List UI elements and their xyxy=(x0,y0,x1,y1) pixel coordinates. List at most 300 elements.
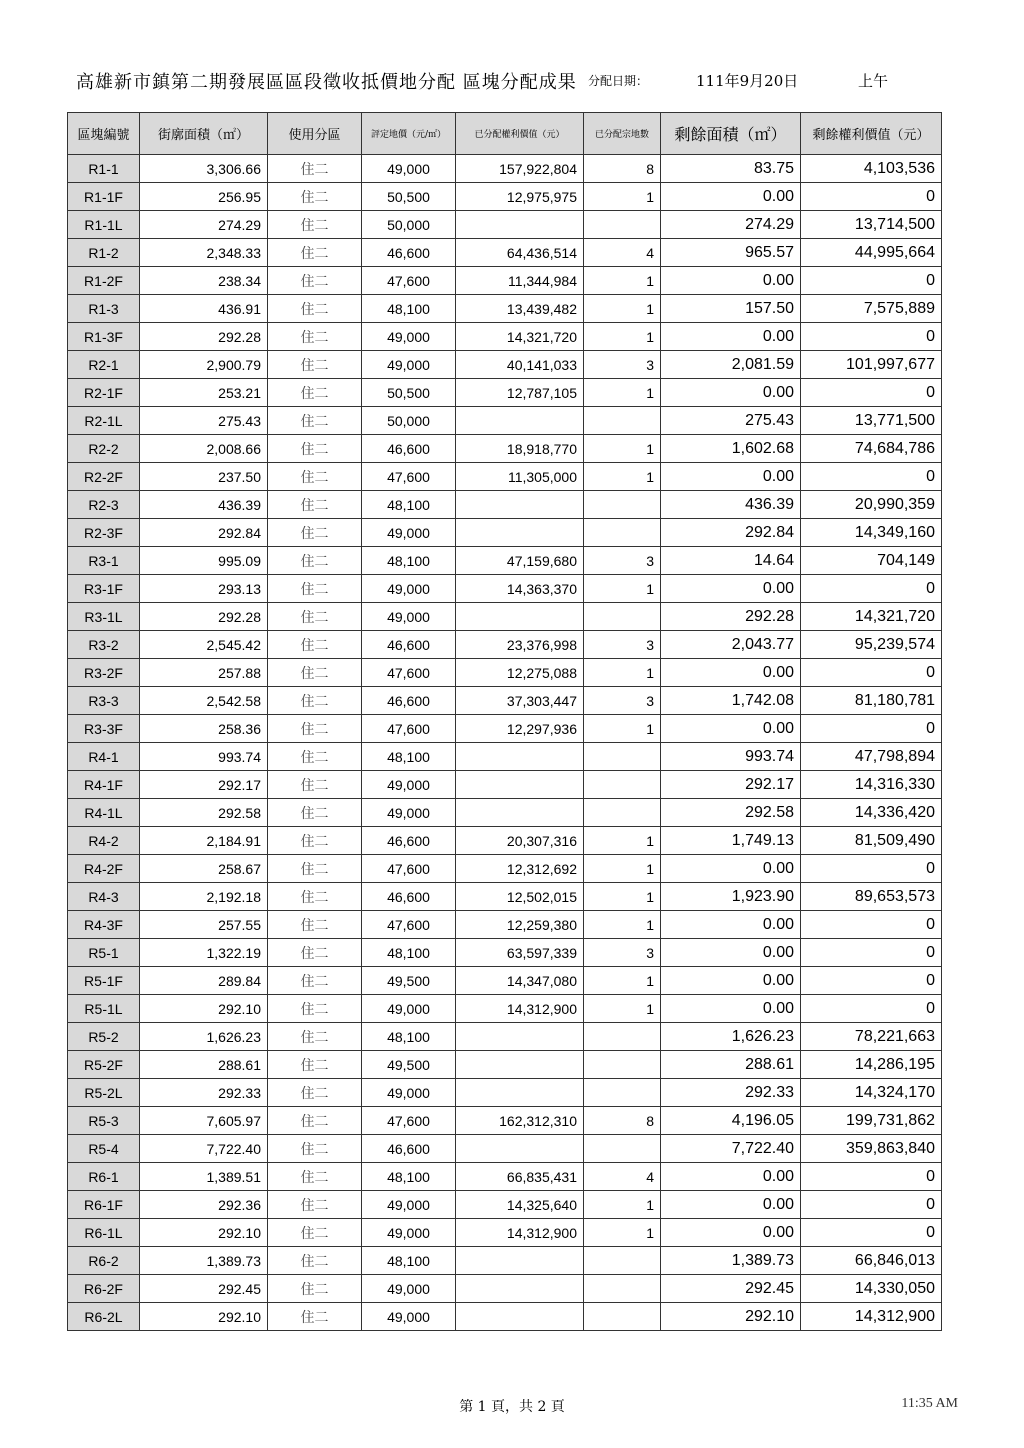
remaining-value-cell: 81,180,781 xyxy=(801,687,942,715)
block-id-cell: R6-2F xyxy=(68,1275,140,1303)
table-row xyxy=(68,379,942,407)
block-area-cell: 257.88 xyxy=(140,659,268,687)
allocated-lots-cell: 1 xyxy=(584,659,661,687)
block-area-cell: 2,008.66 xyxy=(140,435,268,463)
allocated-value-cell: 14,312,900 xyxy=(456,1219,584,1247)
remaining-value-cell: 0 xyxy=(801,967,942,995)
allocated-value-cell: 12,275,088 xyxy=(456,659,584,687)
remaining-area-cell: 0.00 xyxy=(661,323,801,351)
zoning-cell: 住二 xyxy=(268,603,362,631)
allocated-lots-cell: 3 xyxy=(584,631,661,659)
block-id-cell: R1-1 xyxy=(68,155,140,183)
allocated-lots-cell: 3 xyxy=(584,939,661,967)
assessed-price-cell: 49,500 xyxy=(362,1051,456,1079)
remaining-area-cell: 292.17 xyxy=(661,771,801,799)
assessed-price-cell: 46,600 xyxy=(362,435,456,463)
assessed-price-cell: 49,000 xyxy=(362,603,456,631)
remaining-value-cell: 0 xyxy=(801,1219,942,1247)
remaining-area-cell: 0.00 xyxy=(661,939,801,967)
remaining-area-cell: 292.28 xyxy=(661,603,801,631)
remaining-area-cell: 436.39 xyxy=(661,491,801,519)
block-id-cell: R2-1L xyxy=(68,407,140,435)
assessed-price-cell: 48,100 xyxy=(362,491,456,519)
block-area-cell: 292.58 xyxy=(140,799,268,827)
block-id-cell: R4-2F xyxy=(68,855,140,883)
remaining-value-cell: 0 xyxy=(801,911,942,939)
block-area-cell: 253.21 xyxy=(140,379,268,407)
block-id-cell: R3-1F xyxy=(68,575,140,603)
block-area-cell: 292.17 xyxy=(140,771,268,799)
allocated-lots-cell: 1 xyxy=(584,295,661,323)
remaining-area-cell: 292.84 xyxy=(661,519,801,547)
remaining-area-cell: 0.00 xyxy=(661,183,801,211)
remaining-value-cell: 14,349,160 xyxy=(801,519,942,547)
allocated-lots-cell xyxy=(584,1135,661,1163)
table-row xyxy=(68,995,942,1023)
zoning-cell: 住二 xyxy=(268,407,362,435)
zoning-cell: 住二 xyxy=(268,1247,362,1275)
allocated-lots-cell xyxy=(584,1303,661,1331)
allocated-value-cell: 157,922,804 xyxy=(456,155,584,183)
table-row xyxy=(68,1247,942,1275)
assessed-price-cell: 47,600 xyxy=(362,1107,456,1135)
block-area-cell: 238.34 xyxy=(140,267,268,295)
assessed-price-cell: 49,000 xyxy=(362,575,456,603)
assessed-price-cell: 49,000 xyxy=(362,1079,456,1107)
block-area-cell: 292.36 xyxy=(140,1191,268,1219)
allocated-value-cell xyxy=(456,519,584,547)
allocated-value-cell: 14,347,080 xyxy=(456,967,584,995)
assessed-price-cell: 47,600 xyxy=(362,911,456,939)
allocated-lots-cell xyxy=(584,407,661,435)
allocated-lots-cell: 1 xyxy=(584,267,661,295)
block-area-cell: 292.10 xyxy=(140,1219,268,1247)
zoning-cell: 住二 xyxy=(268,211,362,239)
block-area-cell: 256.95 xyxy=(140,183,268,211)
column-header-block-id: 區塊編號 xyxy=(68,113,140,155)
block-area-cell: 289.84 xyxy=(140,967,268,995)
table-row xyxy=(68,547,942,575)
print-time: 11:35 AM xyxy=(901,1396,958,1411)
allocated-lots-cell: 1 xyxy=(584,883,661,911)
remaining-value-cell: 20,990,359 xyxy=(801,491,942,519)
block-area-cell: 258.67 xyxy=(140,855,268,883)
zoning-cell: 住二 xyxy=(268,883,362,911)
remaining-value-cell: 14,286,195 xyxy=(801,1051,942,1079)
table-row xyxy=(68,239,942,267)
block-area-cell: 3,306.66 xyxy=(140,155,268,183)
block-area-cell: 292.45 xyxy=(140,1275,268,1303)
table-row xyxy=(68,1275,942,1303)
table-row xyxy=(68,435,942,463)
block-area-cell: 993.74 xyxy=(140,743,268,771)
zoning-cell: 住二 xyxy=(268,743,362,771)
remaining-area-cell: 0.00 xyxy=(661,267,801,295)
remaining-value-cell: 66,846,013 xyxy=(801,1247,942,1275)
assessed-price-cell: 47,600 xyxy=(362,463,456,491)
block-id-cell: R3-2 xyxy=(68,631,140,659)
remaining-area-cell: 0.00 xyxy=(661,855,801,883)
block-area-cell: 257.55 xyxy=(140,911,268,939)
allocated-value-cell: 12,297,936 xyxy=(456,715,584,743)
block-id-cell: R2-2 xyxy=(68,435,140,463)
allocated-value-cell: 18,918,770 xyxy=(456,435,584,463)
allocated-lots-cell: 3 xyxy=(584,351,661,379)
zoning-cell: 住二 xyxy=(268,1107,362,1135)
block-area-cell: 292.28 xyxy=(140,603,268,631)
allocated-value-cell xyxy=(456,1247,584,1275)
document-title: 高雄新市鎮第二期發展區區段徵收抵價地分配 區塊分配成果 xyxy=(76,72,577,93)
remaining-value-cell: 0 xyxy=(801,323,942,351)
document-header xyxy=(68,68,948,98)
assessed-price-cell: 47,600 xyxy=(362,855,456,883)
allocated-lots-cell xyxy=(584,743,661,771)
block-id-cell: R2-2F xyxy=(68,463,140,491)
allocated-value-cell: 66,835,431 xyxy=(456,1163,584,1191)
block-id-cell: R5-3 xyxy=(68,1107,140,1135)
remaining-value-cell: 14,336,420 xyxy=(801,799,942,827)
allocated-lots-cell: 8 xyxy=(584,1107,661,1135)
remaining-area-cell: 0.00 xyxy=(661,995,801,1023)
column-header-allocated-value: 已分配權利價值（元） xyxy=(456,113,584,155)
zoning-cell: 住二 xyxy=(268,491,362,519)
table-row xyxy=(68,183,942,211)
allocated-lots-cell: 4 xyxy=(584,1163,661,1191)
allocated-value-cell: 12,259,380 xyxy=(456,911,584,939)
remaining-area-cell: 1,626.23 xyxy=(661,1023,801,1051)
allocated-lots-cell xyxy=(584,1247,661,1275)
remaining-area-cell: 157.50 xyxy=(661,295,801,323)
zoning-cell: 住二 xyxy=(268,519,362,547)
assessed-price-cell: 46,600 xyxy=(362,239,456,267)
remaining-value-cell: 4,103,536 xyxy=(801,155,942,183)
block-area-cell: 2,184.91 xyxy=(140,827,268,855)
allocated-value-cell: 37,303,447 xyxy=(456,687,584,715)
column-header-remaining-area: 剩餘面積（㎡） xyxy=(661,113,801,155)
allocated-lots-cell: 8 xyxy=(584,155,661,183)
block-id-cell: R1-2F xyxy=(68,267,140,295)
zoning-cell: 住二 xyxy=(268,267,362,295)
table-row xyxy=(68,799,942,827)
time-of-day: 上午 xyxy=(858,72,889,90)
remaining-value-cell: 0 xyxy=(801,379,942,407)
zoning-cell: 住二 xyxy=(268,547,362,575)
table-row xyxy=(68,687,942,715)
allocated-lots-cell xyxy=(584,1079,661,1107)
table-row xyxy=(68,603,942,631)
zoning-cell: 住二 xyxy=(268,155,362,183)
remaining-area-cell: 1,923.90 xyxy=(661,883,801,911)
zoning-cell: 住二 xyxy=(268,967,362,995)
zoning-cell: 住二 xyxy=(268,239,362,267)
allocated-value-cell: 14,325,640 xyxy=(456,1191,584,1219)
block-id-cell: R2-1 xyxy=(68,351,140,379)
assessed-price-cell: 50,500 xyxy=(362,379,456,407)
zoning-cell: 住二 xyxy=(268,1275,362,1303)
block-area-cell: 292.28 xyxy=(140,323,268,351)
zoning-cell: 住二 xyxy=(268,911,362,939)
zoning-cell: 住二 xyxy=(268,1191,362,1219)
allocated-value-cell: 14,312,900 xyxy=(456,995,584,1023)
allocated-value-cell xyxy=(456,603,584,631)
table-row xyxy=(68,1303,942,1331)
table-row xyxy=(68,155,942,183)
column-header-allocated-lots: 已分配宗地數 xyxy=(584,113,661,155)
allocated-value-cell: 64,436,514 xyxy=(456,239,584,267)
table-row xyxy=(68,1023,942,1051)
allocated-value-cell xyxy=(456,211,584,239)
assessed-price-cell: 46,600 xyxy=(362,631,456,659)
remaining-area-cell: 0.00 xyxy=(661,1191,801,1219)
table-row xyxy=(68,911,942,939)
block-area-cell: 2,545.42 xyxy=(140,631,268,659)
allocated-lots-cell: 1 xyxy=(584,1219,661,1247)
table-row xyxy=(68,1163,942,1191)
assessed-price-cell: 47,600 xyxy=(362,267,456,295)
zoning-cell: 住二 xyxy=(268,323,362,351)
allocated-value-cell: 20,307,316 xyxy=(456,827,584,855)
allocated-lots-cell: 1 xyxy=(584,855,661,883)
allocated-value-cell: 47,159,680 xyxy=(456,547,584,575)
remaining-value-cell: 0 xyxy=(801,715,942,743)
zoning-cell: 住二 xyxy=(268,183,362,211)
block-id-cell: R5-1F xyxy=(68,967,140,995)
allocated-value-cell: 14,363,370 xyxy=(456,575,584,603)
allocated-lots-cell: 1 xyxy=(584,967,661,995)
remaining-area-cell: 292.45 xyxy=(661,1275,801,1303)
remaining-value-cell: 14,324,170 xyxy=(801,1079,942,1107)
block-id-cell: R3-1 xyxy=(68,547,140,575)
remaining-area-cell: 83.75 xyxy=(661,155,801,183)
block-id-cell: R6-1 xyxy=(68,1163,140,1191)
remaining-value-cell: 89,653,573 xyxy=(801,883,942,911)
assessed-price-cell: 46,600 xyxy=(362,883,456,911)
block-id-cell: R4-2 xyxy=(68,827,140,855)
block-area-cell: 288.61 xyxy=(140,1051,268,1079)
zoning-cell: 住二 xyxy=(268,715,362,743)
table-row xyxy=(68,967,942,995)
remaining-value-cell: 0 xyxy=(801,659,942,687)
allocated-value-cell xyxy=(456,771,584,799)
allocated-value-cell: 40,141,033 xyxy=(456,351,584,379)
page-number: 第 1 頁，共 2 頁 xyxy=(459,1399,565,1415)
allocated-value-cell: 14,321,720 xyxy=(456,323,584,351)
remaining-area-cell: 1,602.68 xyxy=(661,435,801,463)
table-row xyxy=(68,519,942,547)
table-row xyxy=(68,827,942,855)
allocated-lots-cell: 1 xyxy=(584,575,661,603)
table-body xyxy=(68,155,942,1331)
table-row xyxy=(68,211,942,239)
remaining-area-cell: 965.57 xyxy=(661,239,801,267)
block-id-cell: R5-4 xyxy=(68,1135,140,1163)
allocated-lots-cell xyxy=(584,519,661,547)
zoning-cell: 住二 xyxy=(268,1023,362,1051)
allocated-lots-cell: 4 xyxy=(584,239,661,267)
block-area-cell: 237.50 xyxy=(140,463,268,491)
allocated-lots-cell: 1 xyxy=(584,715,661,743)
remaining-value-cell: 13,771,500 xyxy=(801,407,942,435)
allocated-value-cell: 63,597,339 xyxy=(456,939,584,967)
allocated-value-cell xyxy=(456,743,584,771)
allocated-value-cell: 12,975,975 xyxy=(456,183,584,211)
block-id-cell: R5-2L xyxy=(68,1079,140,1107)
block-area-cell: 1,626.23 xyxy=(140,1023,268,1051)
remaining-value-cell: 95,239,574 xyxy=(801,631,942,659)
block-id-cell: R4-1 xyxy=(68,743,140,771)
table-header-row xyxy=(68,113,942,155)
zoning-cell: 住二 xyxy=(268,631,362,659)
column-header-zoning: 使用分區 xyxy=(268,113,362,155)
table-row xyxy=(68,351,942,379)
allocated-value-cell xyxy=(456,1051,584,1079)
allocated-lots-cell xyxy=(584,491,661,519)
remaining-area-cell: 0.00 xyxy=(661,575,801,603)
block-id-cell: R1-3 xyxy=(68,295,140,323)
allocated-lots-cell xyxy=(584,799,661,827)
remaining-value-cell: 14,316,330 xyxy=(801,771,942,799)
block-id-cell: R5-2F xyxy=(68,1051,140,1079)
block-area-cell: 7,722.40 xyxy=(140,1135,268,1163)
remaining-value-cell: 14,330,050 xyxy=(801,1275,942,1303)
block-id-cell: R3-3 xyxy=(68,687,140,715)
block-id-cell: R6-1F xyxy=(68,1191,140,1219)
assessed-price-cell: 48,100 xyxy=(362,1247,456,1275)
remaining-area-cell: 0.00 xyxy=(661,967,801,995)
block-id-cell: R5-2 xyxy=(68,1023,140,1051)
remaining-area-cell: 993.74 xyxy=(661,743,801,771)
remaining-area-cell: 1,389.73 xyxy=(661,1247,801,1275)
remaining-area-cell: 0.00 xyxy=(661,1219,801,1247)
zoning-cell: 住二 xyxy=(268,1051,362,1079)
zoning-cell: 住二 xyxy=(268,1135,362,1163)
table-row xyxy=(68,491,942,519)
assessed-price-cell: 50,000 xyxy=(362,407,456,435)
zoning-cell: 住二 xyxy=(268,799,362,827)
allocation-date: 111年9月20日 xyxy=(696,72,799,90)
column-header-assessed-price: 評定地價（元/㎡） xyxy=(362,113,456,155)
assessed-price-cell: 49,000 xyxy=(362,995,456,1023)
assessed-price-cell: 49,000 xyxy=(362,799,456,827)
table-row xyxy=(68,939,942,967)
allocated-lots-cell: 1 xyxy=(584,463,661,491)
allocated-value-cell: 11,305,000 xyxy=(456,463,584,491)
block-area-cell: 292.84 xyxy=(140,519,268,547)
block-area-cell: 1,389.73 xyxy=(140,1247,268,1275)
allocated-value-cell: 162,312,310 xyxy=(456,1107,584,1135)
allocated-value-cell: 12,787,105 xyxy=(456,379,584,407)
table-row xyxy=(68,1219,942,1247)
block-id-cell: R4-3 xyxy=(68,883,140,911)
block-area-cell: 292.10 xyxy=(140,1303,268,1331)
assessed-price-cell: 49,000 xyxy=(362,155,456,183)
remaining-area-cell: 0.00 xyxy=(661,715,801,743)
remaining-area-cell: 1,742.08 xyxy=(661,687,801,715)
allocated-lots-cell: 1 xyxy=(584,323,661,351)
allocated-value-cell xyxy=(456,407,584,435)
remaining-value-cell: 0 xyxy=(801,939,942,967)
allocated-value-cell xyxy=(456,1275,584,1303)
zoning-cell: 住二 xyxy=(268,659,362,687)
assessed-price-cell: 47,600 xyxy=(362,715,456,743)
assessed-price-cell: 49,000 xyxy=(362,1219,456,1247)
zoning-cell: 住二 xyxy=(268,995,362,1023)
block-area-cell: 275.43 xyxy=(140,407,268,435)
remaining-value-cell: 7,575,889 xyxy=(801,295,942,323)
allocated-value-cell: 12,312,692 xyxy=(456,855,584,883)
assessed-price-cell: 50,500 xyxy=(362,183,456,211)
allocated-lots-cell: 1 xyxy=(584,827,661,855)
remaining-area-cell: 0.00 xyxy=(661,1163,801,1191)
remaining-area-cell: 2,043.77 xyxy=(661,631,801,659)
remaining-value-cell: 0 xyxy=(801,995,942,1023)
assessed-price-cell: 49,000 xyxy=(362,1191,456,1219)
remaining-value-cell: 13,714,500 xyxy=(801,211,942,239)
column-header-remaining-value: 剩餘權利價值（元） xyxy=(801,113,942,155)
block-id-cell: R1-3F xyxy=(68,323,140,351)
block-id-cell: R6-1L xyxy=(68,1219,140,1247)
allocated-lots-cell xyxy=(584,211,661,239)
assessed-price-cell: 50,000 xyxy=(362,211,456,239)
block-area-cell: 2,192.18 xyxy=(140,883,268,911)
zoning-cell: 住二 xyxy=(268,351,362,379)
table-row xyxy=(68,1191,942,1219)
table-row xyxy=(68,575,942,603)
remaining-value-cell: 78,221,663 xyxy=(801,1023,942,1051)
allocated-value-cell: 12,502,015 xyxy=(456,883,584,911)
assessed-price-cell: 46,600 xyxy=(362,1135,456,1163)
block-id-cell: R4-1F xyxy=(68,771,140,799)
remaining-area-cell: 288.61 xyxy=(661,1051,801,1079)
assessed-price-cell: 48,100 xyxy=(362,547,456,575)
table-row xyxy=(68,883,942,911)
block-area-cell: 436.39 xyxy=(140,491,268,519)
assessed-price-cell: 49,000 xyxy=(362,323,456,351)
zoning-cell: 住二 xyxy=(268,827,362,855)
table-row xyxy=(68,1051,942,1079)
remaining-value-cell: 44,995,664 xyxy=(801,239,942,267)
allocated-lots-cell xyxy=(584,771,661,799)
allocated-lots-cell xyxy=(584,1051,661,1079)
block-area-cell: 436.91 xyxy=(140,295,268,323)
block-id-cell: R1-2 xyxy=(68,239,140,267)
table-row xyxy=(68,295,942,323)
remaining-value-cell: 101,997,677 xyxy=(801,351,942,379)
remaining-area-cell: 14.64 xyxy=(661,547,801,575)
remaining-value-cell: 74,684,786 xyxy=(801,435,942,463)
assessed-price-cell: 49,000 xyxy=(362,1275,456,1303)
table-row xyxy=(68,323,942,351)
allocated-value-cell xyxy=(456,491,584,519)
allocated-lots-cell: 1 xyxy=(584,995,661,1023)
zoning-cell: 住二 xyxy=(268,463,362,491)
block-area-cell: 292.10 xyxy=(140,995,268,1023)
remaining-value-cell: 0 xyxy=(801,463,942,491)
remaining-value-cell: 14,312,900 xyxy=(801,1303,942,1331)
zoning-cell: 住二 xyxy=(268,939,362,967)
zoning-cell: 住二 xyxy=(268,1163,362,1191)
block-id-cell: R6-2 xyxy=(68,1247,140,1275)
allocated-value-cell: 13,439,482 xyxy=(456,295,584,323)
assessed-price-cell: 48,100 xyxy=(362,939,456,967)
remaining-area-cell: 1,749.13 xyxy=(661,827,801,855)
block-area-cell: 995.09 xyxy=(140,547,268,575)
remaining-area-cell: 275.43 xyxy=(661,407,801,435)
block-area-cell: 1,322.19 xyxy=(140,939,268,967)
allocated-value-cell: 23,376,998 xyxy=(456,631,584,659)
table-row xyxy=(68,743,942,771)
block-id-cell: R4-1L xyxy=(68,799,140,827)
